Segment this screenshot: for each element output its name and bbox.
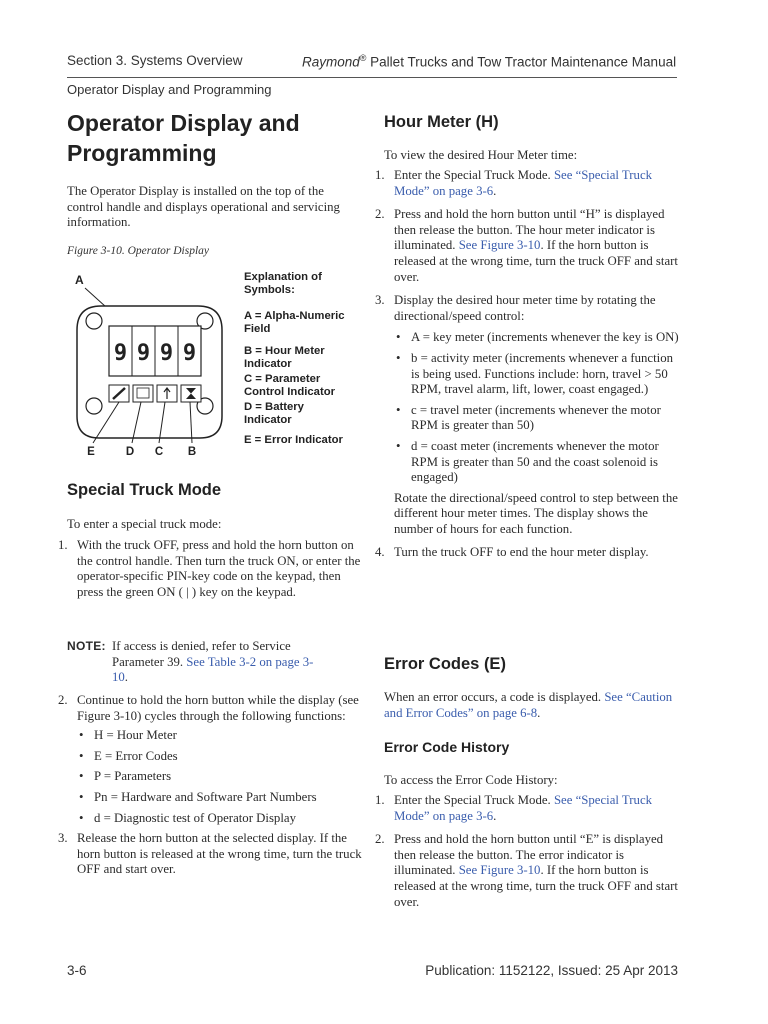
meter-item: • c = travel meter (increments whenever the motor RPM is greater than 50)	[394, 403, 680, 434]
step-text: Press and hold the horn button until “E” is displayed then release the button. The error indicator is illuminated.	[394, 832, 664, 878]
step-text-tail: . If the horn button is released at the wrong time, turn the truck OFF and start over.	[394, 238, 678, 284]
error-step-1: 1. Enter the Special Truck Mode. See “Special Truck Mode” on page 3-6.	[375, 793, 653, 823]
legend-item-e: E = Error Indicator	[244, 434, 343, 446]
special-step-1	[46, 538, 362, 600]
special-truck-mode-link[interactable]: See “Special Truck Mode” on page 3-6	[394, 793, 653, 823]
hour-step-4	[363, 545, 680, 561]
step-number: 1.	[375, 168, 385, 182]
legend-title	[244, 271, 369, 297]
label-b: B	[187, 446, 197, 458]
error-end: .	[537, 705, 541, 720]
battery-indicator-box	[133, 385, 153, 402]
digit-4: 9	[182, 341, 197, 366]
error-step-2	[363, 832, 680, 910]
hour-meter-steps	[363, 168, 680, 561]
function-list	[77, 728, 362, 826]
legend-d-line-2: Indicator	[244, 414, 292, 426]
error-history-steps	[363, 793, 680, 910]
meter-list	[394, 330, 680, 485]
step-text: Turn the truck OFF to end the hour meter display.	[394, 545, 649, 560]
legend-a-line-1: A = Alpha-Numeric	[244, 310, 345, 322]
step-text: Press and hold the horn button until “H” is displayed then release the button. The hour meter indicator is illuminated.	[394, 207, 665, 253]
label-a: A	[75, 273, 84, 287]
intro-paragraph: The Operator Display is installed on the top of the control handle and displays operational and servicing information.	[67, 184, 340, 230]
legend-item-b	[244, 345, 369, 371]
legend-c-line-2: Control Indicator	[244, 386, 335, 398]
step-text: Enter the Special Truck Mode.	[394, 168, 554, 182]
special-steps-1	[46, 538, 362, 600]
legend-b-line-1: B = Hour Meter	[244, 345, 325, 357]
mount-hole-tl	[86, 313, 102, 329]
header-rule	[67, 77, 677, 78]
special-truck-mode-heading: Special Truck Mode	[67, 481, 222, 499]
note-text: If access is denied, refer to Service Parameter 39.	[112, 639, 291, 669]
function-item: • Pn = Hardware and Software Part Numbers	[77, 790, 362, 806]
special-step-3	[46, 831, 362, 878]
digit-1: 9	[113, 341, 128, 366]
step-text-tail: . If the horn button is released at the wrong time, turn the truck OFF and start over.	[394, 863, 678, 909]
hour-step-1: 1. Enter the Special Truck Mode. See “Special Truck Mode” on page 3-6.	[375, 168, 653, 198]
special-truck-mode-link[interactable]: See “Special Truck Mode” on page 3-6	[394, 168, 653, 198]
label-c: C	[154, 446, 164, 458]
step-number: 3.	[375, 293, 385, 308]
note-end: .	[124, 670, 128, 685]
manual-title	[302, 53, 676, 70]
legend-c-line-1: C = Parameter	[244, 373, 321, 385]
legend-item-c	[244, 373, 369, 399]
step-text: Display the desired hour meter time by rotating the directional/speed control:	[394, 293, 656, 323]
access-note	[67, 639, 362, 687]
step-number: 4.	[375, 545, 385, 560]
registered-mark: ®	[359, 53, 367, 63]
error-history-intro: To access the Error Code History:	[384, 773, 558, 787]
figure-3-10-link[interactable]: See Figure 3-10	[458, 238, 541, 253]
hour-meter-indicator-box	[181, 385, 201, 402]
page-number: 3-6	[67, 963, 87, 978]
note-label: NOTE:	[67, 639, 106, 653]
step-text: Release the horn button at the selected display. If the horn button is released at the wrong time, turn the truck OFF and start over.	[77, 831, 362, 877]
hour-step-2	[363, 207, 680, 285]
figure-3-10-link[interactable]: See Figure 3-10	[458, 863, 541, 878]
section-header: Section 3. Systems Overview	[67, 53, 243, 68]
publication-info: Publication: 1152122, Issued: 25 Apr 2013	[425, 963, 678, 978]
meter-item: • b = activity meter (increments whenever a function is being used. Functions include: horn, travel > 50 RPM, travel alarm, lift, lower, coast engaged.)	[394, 351, 680, 398]
title-line-2: Programming	[67, 140, 217, 166]
legend-d-line-1: D = Battery	[244, 401, 304, 413]
hour-step-3	[363, 293, 680, 537]
symbol-legend	[244, 271, 369, 449]
meter-item: • d = coast meter (increments whenever the motor RPM is greater than 50 and the coast solenoid is engaged)	[394, 439, 680, 486]
legend-b-line-2: Indicator	[244, 358, 292, 370]
table-3-2-link[interactable]: See Table 3-2 on page 3-10	[112, 654, 314, 685]
page-title	[67, 108, 367, 168]
function-item: • d = Diagnostic test of Operator Display	[77, 811, 362, 827]
step-number: 1.	[58, 538, 68, 552]
error-codes-paragraph	[384, 690, 680, 721]
caution-error-codes-link[interactable]: See “Caution and Error Codes” on page 6-8	[384, 690, 673, 720]
step-number: 2.	[58, 693, 68, 707]
mount-hole-bl	[86, 398, 102, 414]
note-body	[112, 639, 317, 686]
hour-meter-intro: To view the desired Hour Meter time:	[384, 148, 578, 162]
special-truck-mode-intro: To enter a special truck mode:	[67, 517, 222, 531]
error-text: When an error occurs, a code is displayed.	[384, 690, 605, 704]
legend-item-a	[244, 310, 369, 336]
step-number: 1.	[375, 793, 385, 807]
label-d: D	[125, 446, 135, 458]
special-step-2	[46, 693, 362, 826]
step-text: Enter the Special Truck Mode.	[394, 793, 554, 807]
function-item: • P = Parameters	[77, 769, 362, 785]
error-code-history-heading: Error Code History	[384, 739, 510, 755]
error-codes-heading: Error Codes (E)	[384, 655, 506, 673]
label-e: E	[87, 446, 95, 458]
meter-item: • A = key meter (increments whenever the key is ON)	[394, 330, 680, 346]
function-item: • E = Error Codes	[77, 749, 362, 765]
title-line-1: Operator Display and	[67, 110, 300, 136]
step-number: 3.	[58, 831, 68, 846]
function-item: • H = Hour Meter	[77, 728, 362, 744]
step-text: Continue to hold the horn button while the display (see Figure 3-10) cycles through the following functions:	[77, 693, 359, 723]
legend-a-line-2: Field	[244, 323, 271, 335]
special-steps-2	[46, 693, 362, 878]
figure-caption: Figure 3-10. Operator Display	[67, 245, 210, 257]
operator-display-diagram	[67, 268, 242, 463]
rotate-paragraph: Rotate the directional/speed control to step between the different hour meter times. The display shows the number of hours for each function.	[394, 490, 678, 536]
digit-3: 9	[159, 341, 174, 366]
subsection-header: Operator Display and Programming	[67, 82, 272, 97]
legend-title-line-1: Explanation of	[244, 271, 322, 283]
legend-item-d	[244, 401, 369, 427]
step-number: 2.	[375, 207, 385, 222]
step-number: 2.	[375, 832, 385, 847]
step-text: With the truck OFF, press and hold the horn button on the control handle. Then turn the truck ON, or enter the operator-specific PIN-key code on the keypad, then press the green ON ( | ) key on the keypad.	[77, 538, 361, 599]
hour-meter-heading: Hour Meter (H)	[384, 113, 499, 131]
brand-name: Raymond	[302, 54, 360, 70]
manual-name: Pallet Trucks and Tow Tractor Maintenance Manual	[366, 54, 677, 70]
digit-2: 9	[136, 341, 151, 366]
legend-title-line-2: Symbols:	[244, 284, 295, 296]
